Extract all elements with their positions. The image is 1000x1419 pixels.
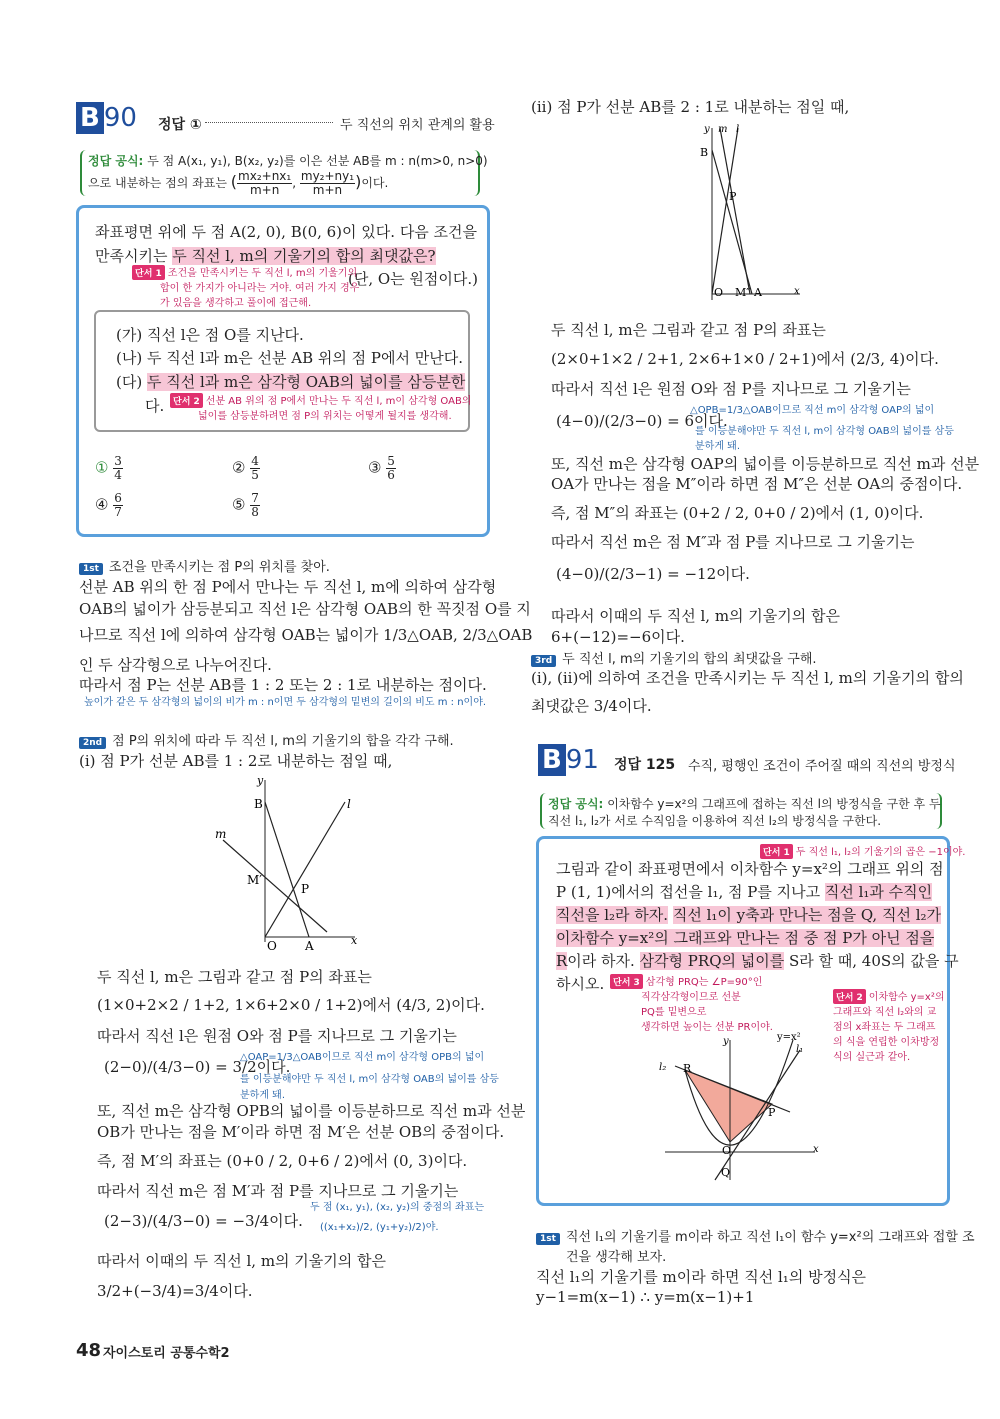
s1-line1: 선분 AB 위의 한 점 P에서 만나는 두 직선 l, m에 의하여 삼각형: [79, 578, 497, 596]
label-m: m: [718, 124, 728, 135]
c2-line10: 따라서 이때의 두 직선 l, m의 기울기의 합은: [551, 607, 841, 625]
condition-3b: 다.: [145, 397, 165, 415]
choice-5[interactable]: ⑤ $\frac{7}{8}$: [232, 491, 259, 519]
choice-4[interactable]: ④ $\frac{6}{7}$: [95, 491, 122, 519]
label-A: A: [305, 939, 314, 952]
c2-note1: △OPB=1/3△OAB이므로 직선 m이 삼각형 OAP의 넓이: [690, 405, 935, 416]
case1-title: (i) 점 P가 선분 AB를 1 : 2로 내분하는 점일 때,: [79, 752, 393, 770]
c1-line4: (2−0)/(4/3−0) = 3/2이다.: [104, 1058, 291, 1076]
hint1: 단서 1 조건을 만족시키는 두 직선 l, m의 기울기의: [132, 264, 357, 280]
book-title: 자이스토리 공통수학2: [103, 1346, 230, 1361]
hint91-3: 단서 3 삼각형 PRQ는 ∠P=90°인: [610, 973, 762, 989]
hint91-2-l5: 식의 실근과 같아.: [833, 1052, 911, 1063]
y-label: y: [257, 774, 264, 787]
condition-3: (다) 두 직선 l과 m은 삼각형 OAB의 넓이를 삼등분한: [116, 373, 466, 391]
label-B: B: [700, 146, 709, 159]
s1-line4: 인 두 삼각형으로 나누어진다.: [79, 656, 272, 674]
hint91-2-l2: 그래프와 직선 l₂와의 교: [833, 1007, 937, 1018]
c2-line1: 두 직선 l, m은 그림과 같고 점 P의 좌표는: [551, 321, 826, 339]
answer-label-91: 정답 125: [614, 757, 676, 773]
c2-note2: 를 이등분해야만 두 직선 l, m이 삼각형 OAB의 넓이를 삼등: [695, 426, 954, 437]
label-R: R: [683, 1062, 692, 1075]
label-l2: l₂: [659, 1062, 667, 1073]
hint2: 단서 2 선분 AB 위의 점 P에서 만나는 두 직선 l, m이 삼각형 OAB의: [170, 392, 471, 408]
step3-heading: 3rd 두 직선 l, m의 기울기의 합의 최댓값을 구해.: [531, 648, 817, 667]
q91-line4: 이차함수 y=x²의 그래프와 만나는 점 중 점 P가 아닌 점을: [556, 929, 935, 947]
formula-line2: 으로 내분하는 점의 좌표는 ( $\frac{\text{mx₂+nx₁}}{m+n}$ , $\frac{\text{my₂+ny₁}}{m+n}$ )이다.: [88, 169, 389, 197]
c1-note1: △OAP=1/3△OAB이므로 직선 m이 삼각형 OPB의 넓이: [240, 1052, 485, 1063]
s91-line1: 직선 l₁의 기울기를 m이라 하면 직선 l₁의 방정식은: [536, 1268, 867, 1286]
q91-line2: P (1, 1)에서의 접선을 l₁, 점 P를 지나고 직선 l₁과 수직인: [556, 883, 933, 901]
q91-line1: 그림과 같이 좌표평면에서 이차함수 y=x²의 그래프 위의 점: [556, 860, 944, 878]
problem-letter: B: [76, 102, 104, 134]
hint91-2-l4: 의 식을 연립한 이차방정: [833, 1037, 940, 1048]
hint1-line2: 합이 한 가지가 아니라는 거야. 여러 가지 경우: [160, 283, 360, 294]
s1-line2: OAB의 넓이가 삼등분되고 직선 l은 삼각형 OAB의 한 꼭짓점 O를 지: [79, 600, 531, 618]
label-P: P: [301, 882, 310, 896]
formula-line1: 정답 공식: 두 점 A(x₁, y₁), B(x₂, y₂)를 이은 선분 AB를 m : n(m>0, n>0): [88, 154, 488, 168]
hint91-3-l3: PQ를 밑변으로: [641, 1007, 707, 1018]
s1-line3: 나므로 직선 l에 의하여 삼각형 OAB는 넓이가 1/3△OAB, 2/3△OAB: [79, 626, 533, 644]
hint91-3-l2: 직각삼각형이므로 선분: [641, 992, 741, 1003]
c1-line2: (1×0+2×2 / 1+2, 1×6+2×0 / 1+2)에서 (4/3, 2)이다.: [97, 996, 485, 1014]
question-line3: (단, O는 원점이다.): [348, 270, 479, 288]
c2-line8: 따라서 직선 m은 점 M″과 점 P를 지나므로 그 기울기는: [551, 533, 915, 551]
problem-header-90: [76, 102, 137, 134]
c2-line5: 또, 직선 m은 삼각형 OAP의 넓이를 이등분하므로 직선 m과 선분: [551, 455, 980, 473]
c1-line9: (2−3)/(4/3−0) = −3/4이다.: [104, 1212, 303, 1230]
dotted-leader: [205, 112, 333, 123]
hint2-line2: 넓이를 삼등분하려면 점 P의 위치는 어떻게 될지를 생각해.: [198, 411, 452, 422]
c1-line1: 두 직선 l, m은 그림과 같고 점 P의 좌표는: [97, 968, 372, 986]
problem-number: 91: [565, 745, 599, 775]
problem-letter: B: [538, 744, 566, 776]
x-label: x: [794, 286, 800, 297]
c2-line2: (2×0+1×2 / 2+1, 2×6+1×0 / 2+1)에서 (2/3, 4)이다.: [551, 350, 939, 368]
step1-heading: 1st 조건을 만족시키는 점 P의 위치를 찾아.: [79, 556, 330, 575]
c2-line9: (4−0)/(2/3−1) = −12이다.: [556, 565, 750, 583]
hint1-line3: 가 있음을 생각하고 풀이에 접근해.: [160, 298, 312, 309]
figure-91: [655, 1030, 825, 1190]
c2-line11: 6+(−12)=−6이다.: [551, 628, 685, 646]
s91-line2: y−1=m(x−1) ∴ y=m(x−1)+1: [536, 1288, 755, 1306]
hint91-2-l3: 점의 x좌표는 두 그래프: [833, 1022, 936, 1033]
condition-2: (나) 두 직선 l과 m은 선분 AB 위의 점 P에서 만난다.: [116, 349, 463, 367]
c2-line4: (4−0)/(2/3−0) = 6이다.: [556, 412, 728, 430]
line-l: [265, 802, 345, 937]
x-label: x: [813, 1144, 819, 1155]
choice-1[interactable]: ① $\frac{3}{4}$: [95, 454, 122, 482]
c1-line6: OB가 만나는 점을 M′이라 하면 점 M′은 선분 OB의 중점이다.: [97, 1123, 505, 1141]
answer-label: 정답 ①: [158, 117, 202, 133]
label-O: O: [722, 1144, 732, 1157]
x-label: x: [351, 934, 358, 947]
c1-note5: ((x₁+x₂)/2, (y₁+y₂)/2)야.: [320, 1222, 439, 1233]
choice-2[interactable]: ② $\frac{4}{5}$: [232, 454, 259, 482]
label-A: A: [754, 286, 762, 299]
label-l: l: [736, 124, 740, 135]
segment-AB: [265, 802, 309, 937]
page-number: 48: [76, 1340, 102, 1361]
q91-line5: R이라 하자. 삼각형 PRQ의 넓이를 S라 할 때, 40S의 값을 구: [556, 952, 959, 970]
problem-header-91: [538, 744, 599, 776]
choice-3[interactable]: ③ $\frac{5}{6}$: [368, 454, 395, 482]
c1-line3: 따라서 직선 l은 원점 O와 점 P를 지나므로 그 기울기는: [97, 1027, 457, 1045]
case2-title: (ii) 점 P가 선분 AB를 2 : 1로 내분하는 점일 때,: [531, 98, 850, 116]
hint91-1: 단서 1 두 직선 l₁, l₂의 기울기의 곱은 −1이야.: [760, 843, 965, 859]
question-line1: 좌표평면 위에 두 점 A(2, 0), B(0, 6)이 있다. 다음 조건을: [95, 223, 478, 241]
y-label: y: [723, 1036, 729, 1047]
formula91-line1: 정답 공식: 이차함수 y=x²의 그래프에 접하는 직선 l의 방정식을 구한 후 두: [548, 797, 941, 811]
label-Mpp: M″: [735, 286, 751, 299]
label-P: P: [729, 190, 737, 203]
figure-case2: [690, 118, 810, 308]
label-m: m: [215, 827, 227, 841]
line-m: [223, 840, 327, 932]
label-Mp: M′: [247, 873, 263, 887]
problem-number: 90: [103, 103, 137, 133]
s3-line1: (i), (ii)에 의하여 조건을 만족시키는 두 직선 l, m의 기울기의 합의: [531, 669, 964, 687]
c1-line11: 3/2+(−3/4)=3/4이다.: [97, 1282, 253, 1300]
label-Q: Q: [721, 1166, 731, 1179]
label-O: O: [267, 939, 277, 952]
c1-line7: 즉, 점 M′의 좌표는 (0+0 / 2, 0+6 / 2)에서 (0, 3)이다.: [97, 1152, 468, 1170]
s1-note: 높이가 같은 두 삼각형의 넓이의 비가 m : n이면 두 삼각형의 밑변의 길이의 비도 m : n이야.: [84, 697, 487, 708]
c2-line6: OA가 만나는 점을 M″이라 하면 점 M″은 선분 OA의 중점이다.: [551, 475, 963, 493]
curve-label: y=x²: [777, 1032, 801, 1043]
c2-line7: 즉, 점 M″의 좌표는 (0+2 / 2, 0+0 / 2)에서 (1, 0)이다.: [551, 504, 924, 522]
figure-case1: [205, 772, 365, 952]
triangle-PRQ: [685, 1070, 772, 1142]
label-l1: l₁: [796, 1044, 804, 1055]
c1-note2: 를 이등분해야만 두 직선 l, m이 삼각형 OAB의 넓이를 삼등: [240, 1074, 499, 1085]
step2-heading: 2nd 점 P의 위치에 따라 두 직선 l, m의 기울기의 합을 각각 구해.: [79, 730, 454, 749]
c2-line3: 따라서 직선 l은 원점 O와 점 P를 지나므로 그 기울기는: [551, 380, 911, 398]
formula91-line2: 직선 l₁, l₂가 서로 수직임을 이용하여 직선 l₂의 방정식을 구한다.: [548, 814, 882, 828]
y-label: y: [704, 124, 710, 135]
condition-1: (가) 직선 l은 점 O를 지난다.: [116, 326, 304, 344]
label-O: O: [714, 286, 724, 299]
s3-line2: 최댓값은 3/4이다.: [531, 697, 652, 715]
c1-line10: 따라서 이때의 두 직선 l, m의 기울기의 합은: [97, 1252, 387, 1270]
hint91-2: 단서 2 이차함수 y=x²의: [833, 988, 945, 1004]
c1-line8: 따라서 직선 m은 점 M′과 점 P를 지나므로 그 기울기는: [97, 1182, 459, 1200]
c1-note4: 두 점 (x₁, y₁), (x₂, y₂)의 중점의 좌표는: [310, 1202, 485, 1213]
label-B: B: [254, 797, 263, 811]
s1-line5: 따라서 점 P는 선분 AB를 1 : 2 또는 2 : 1로 내분하는 점이다.: [79, 676, 487, 694]
c1-line5: 또, 직선 m은 삼각형 OPB의 넓이를 이등분하므로 직선 m과 선분: [97, 1102, 526, 1120]
c1-note3: 분하게 돼.: [240, 1090, 285, 1101]
topic-91: 수직, 평행인 조건이 주어질 때의 직선의 방정식: [688, 759, 956, 774]
hint91-3-l4: 생각하면 높이는 선분 PR이야.: [641, 1022, 773, 1033]
c2-note3: 분하게 돼.: [695, 441, 740, 452]
question-line2: 만족시키는 두 직선 l, m의 기울기의 합의 최댓값은?: [95, 247, 436, 265]
label-P: P: [768, 1106, 776, 1119]
topic: 두 직선의 위치 관계의 활용: [340, 118, 495, 133]
label-l: l: [347, 797, 351, 811]
step91-heading-l2: 건을 생각해 보자.: [566, 1250, 667, 1265]
q91-line6: 하시오.: [556, 975, 605, 993]
step91-heading: 1st 직선 l₁의 기울기를 m이라 하고 직선 l₁이 함수 y=x²의 그래프와 접할 조: [536, 1226, 975, 1245]
q91-line3: 직선을 l₂라 하자. 직선 l₁이 y축과 만나는 점을 Q, 직선 l₂가: [556, 906, 942, 924]
